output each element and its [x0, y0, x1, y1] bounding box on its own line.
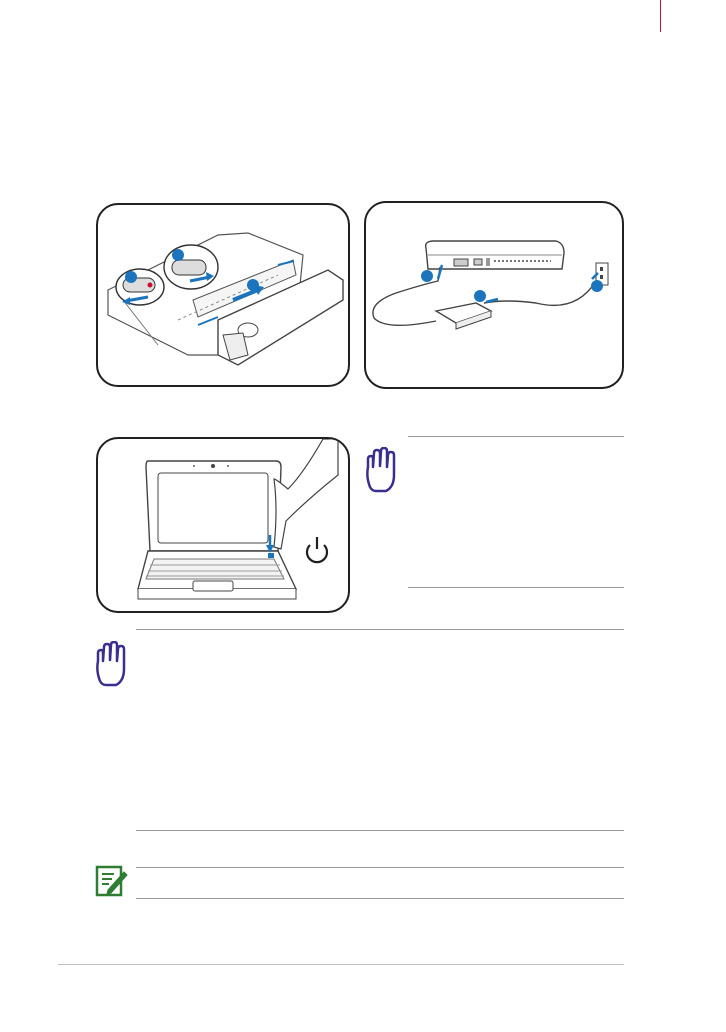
callout-1 — [421, 270, 433, 282]
callout-3 — [591, 280, 603, 292]
laptop-battery-illustration — [98, 205, 348, 385]
notice-top-rule — [408, 436, 624, 437]
callout-2 — [474, 290, 486, 302]
power-icon — [307, 537, 327, 562]
notice-bottom-rule — [136, 898, 624, 899]
battery-install-figure — [96, 203, 350, 387]
note-pencil-icon — [94, 864, 128, 898]
notice-bottom-rule — [136, 830, 624, 831]
callout-3 — [247, 279, 259, 291]
hand-warning-icon — [362, 447, 398, 493]
power-button-illustration — [98, 439, 348, 611]
notice-top-rule — [136, 867, 624, 868]
power-adapter-illustration — [366, 203, 622, 387]
warning-notice-text — [136, 640, 624, 820]
callout-1 — [125, 271, 137, 283]
page-marker-line — [660, 0, 661, 32]
power-on-figure — [96, 437, 350, 613]
note-notice-text — [136, 872, 624, 894]
warning-notice-text — [408, 446, 624, 576]
notice-top-rule — [136, 629, 624, 630]
notice-bottom-rule — [408, 587, 624, 588]
power-adapter-figure — [364, 201, 624, 389]
callout-2 — [172, 249, 184, 261]
footer-rule — [58, 964, 624, 965]
hand-warning-icon — [92, 641, 128, 687]
